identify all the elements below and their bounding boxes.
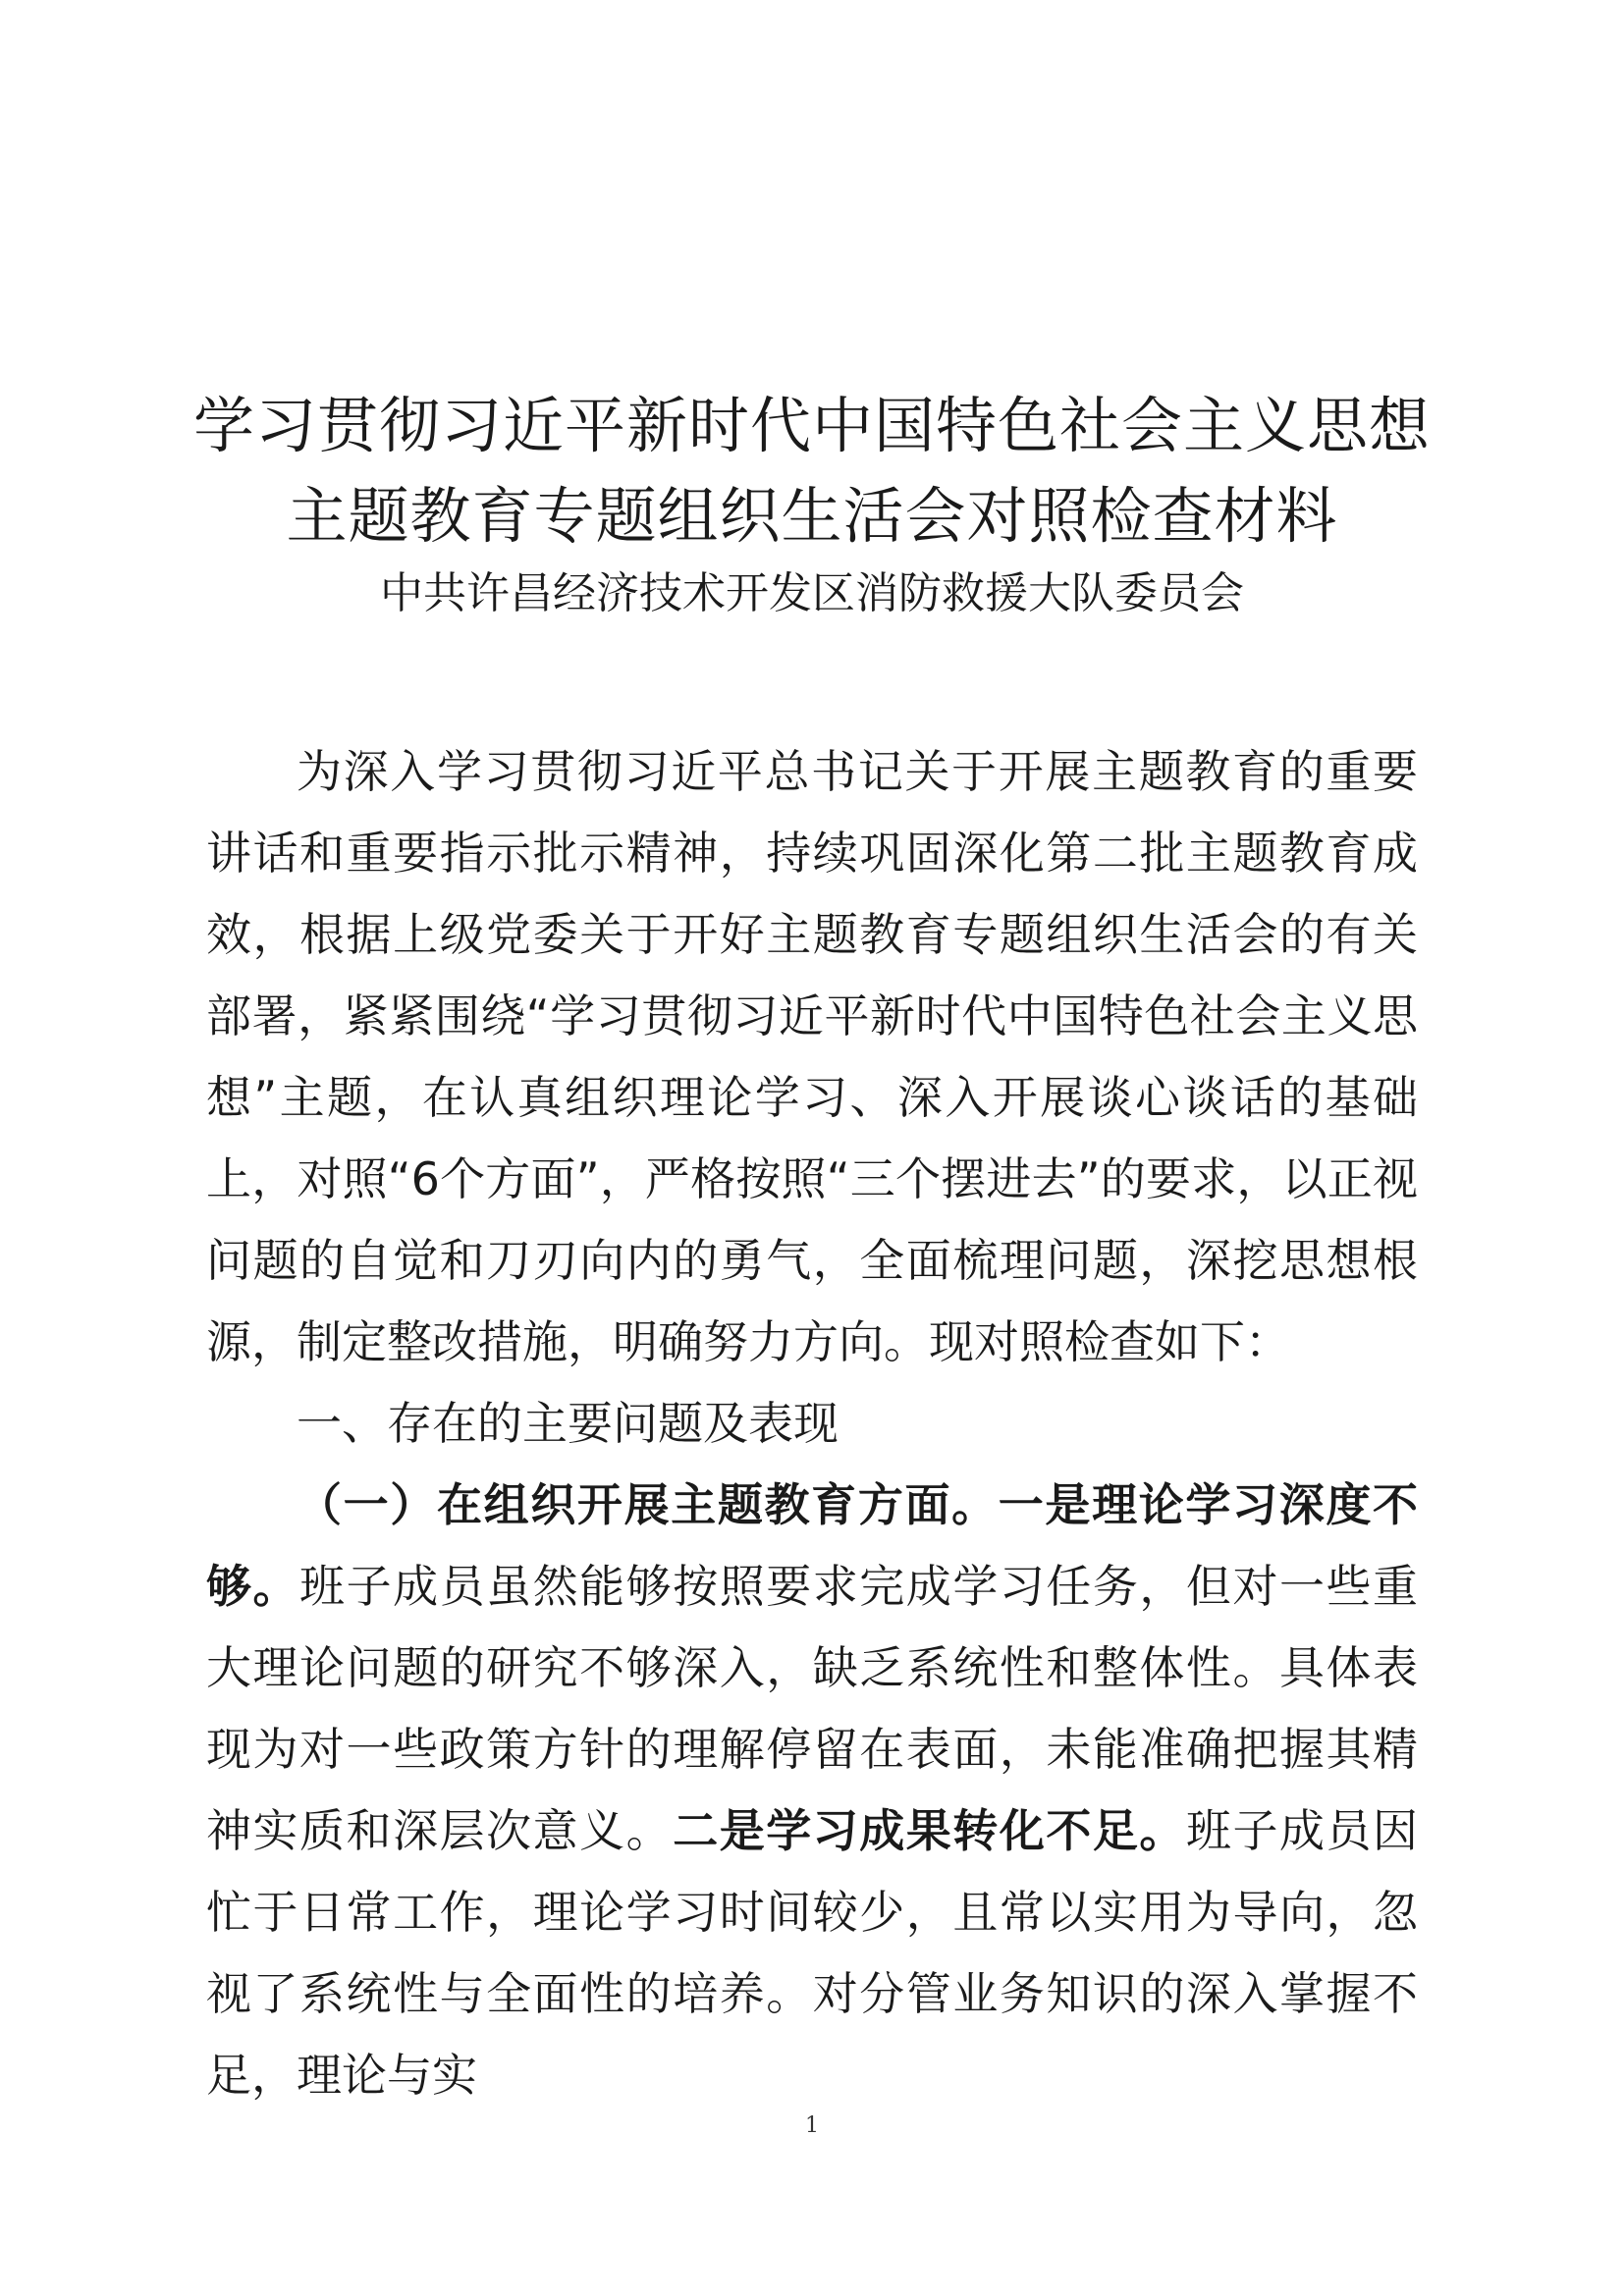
section-1-bold-lead: （一）在组织开展主题教育方面。一是理论学习深度不够。 <box>206 1478 1418 1613</box>
document-title-line-2: 主题教育专题组织生活会对照检查材料 <box>286 480 1338 552</box>
title-block <box>147 381 1477 624</box>
section-1-paragraph <box>206 1465 1418 2116</box>
document-body <box>206 731 1418 2116</box>
section-heading: 一、存在的主要问题及表现 <box>297 1397 839 1450</box>
document-title-line-1: 学习贯彻习近平新时代中国特色社会主义思想 <box>192 390 1431 461</box>
intro-paragraph: 为深入学习贯彻习近平总书记关于开展主题教育的重要讲话和重要指示批示精神，持续巩固深化第二批主题教育成效，根据上级党委关于开好主题教育专题组织生活会的有关部署，紧紧围绕“学习贯彻习近平新时代中国特色社会主义思想”主题，在认真组织理论学习、深入开展谈心谈话的基础上，对照“6个方面”，严格按照“三个摆进去”的要求，以正视问题的自觉和刀刃向内的勇气，全面梳理问题，深挖思想根源，制定整改措施，明确努力方向。现对照检查如下： <box>206 745 1418 1368</box>
section-1-text-2: 班子成员因忙于日常工作，理论学习时间较少，且常以实用为导向，忽视了系统性与全面性的培养。对分管业务知识的深入掌握不足，理论与实 <box>206 1804 1419 2102</box>
page-number: 1 <box>805 2113 819 2138</box>
section-1-text-1: 班子成员虽然能够按照要求完成学习任务，但对一些重大理论问题的研究不够深入，缺乏系统性和整体性。具体表现为对一些政策方针的理解停留在表面，未能准确把握其精神实质和深层次意义。 <box>206 1560 1419 1857</box>
section-1-bold-2: 二是学习成果转化不足。 <box>673 1804 1186 1857</box>
document-subtitle: 中共许昌经济技术开发区消防救援大队委员会 <box>380 568 1244 618</box>
